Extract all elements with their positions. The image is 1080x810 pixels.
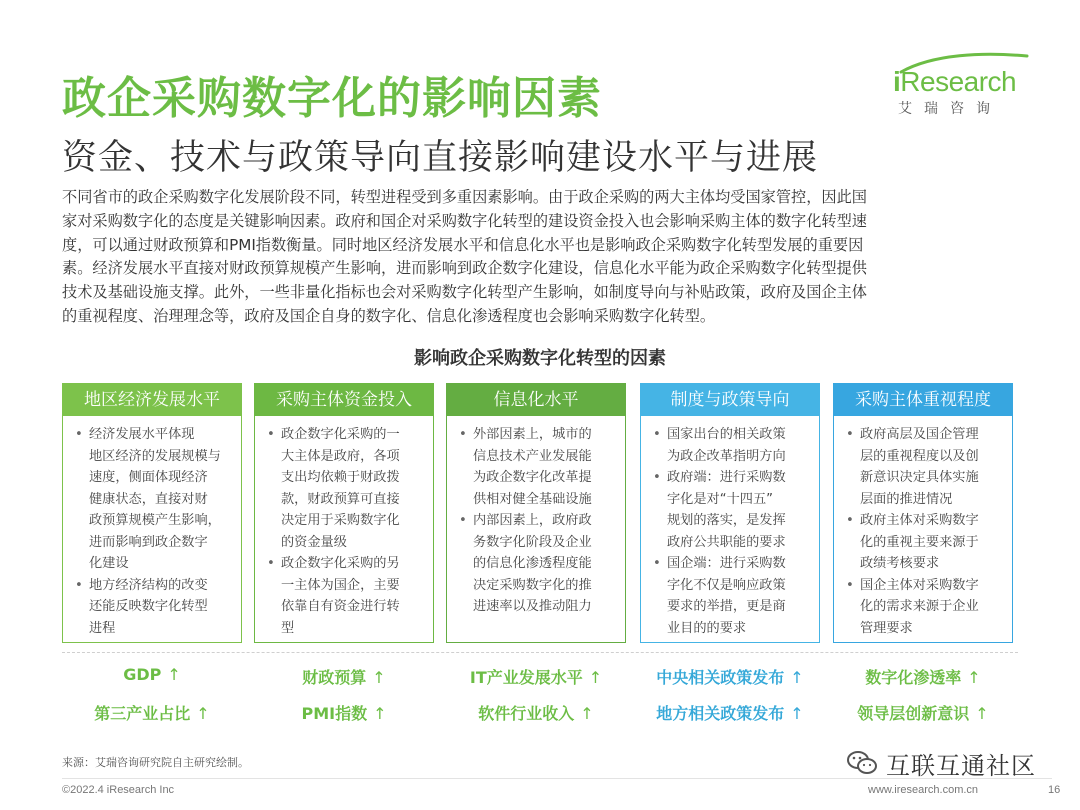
indicator-label: 数字化渗透率	[865, 668, 962, 687]
factor-bullet-line: 字化不仅是响应政策	[667, 577, 786, 593]
indicator-label: 地方相关政策发布	[656, 704, 785, 723]
intro-line: 家对采购数字化的态度是关键影响因素。政府和国企对采购数字化转型的建设资金投入也会影响采购主体的数字化转型速	[62, 211, 867, 230]
footer-url[interactable]: www.iresearch.com.cn	[868, 784, 979, 796]
factor-bullet-line: 政预算规模产生影响，	[89, 513, 221, 528]
factor-bullet-line: 层面的推进情况	[860, 491, 953, 507]
indicator-item	[62, 701, 242, 724]
factor-bullet	[842, 575, 1008, 640]
intro-paragraph	[62, 186, 1024, 329]
factor-bullet-line: • 政企数字化采购的一	[281, 427, 400, 442]
intro-line: 度，可以通过财政预算和PMI指数衡量。同时地区经济发展水平和信息化水平也是影响政企采购数字化转型发展的重要因	[62, 235, 864, 254]
factor-bullet-line: 进程	[89, 620, 116, 636]
page-subtitle: 资金、技术与政策导向直接影响建设水平与进展	[62, 138, 819, 178]
factor-bullet-line: 大主体是政府，各项	[281, 448, 400, 464]
figure-title: 影响政企采购数字化转型的因素	[414, 348, 666, 369]
factor-bullet	[842, 510, 1008, 575]
factor-bullet-line: • 地方经济结构的改变	[89, 577, 208, 593]
factor-bullet-list	[255, 416, 433, 639]
factor-card	[640, 383, 820, 643]
factor-bullet-line: 还能反映数字化转型	[89, 599, 208, 614]
factor-bullet-line: 款，财政预算可直接	[281, 491, 400, 507]
factor-bullet-line: • 政府主体对采购数字	[860, 513, 979, 528]
factor-bullet-line: • 国家出台的相关政策	[667, 427, 786, 442]
factor-card	[62, 383, 242, 643]
copyright: ©2022.4 iResearch Inc	[62, 784, 175, 796]
factor-bullet-line: 支出均依赖于财政拨	[281, 470, 400, 485]
factor-bullet-line: 的资金量级	[281, 534, 347, 550]
indicator-item	[640, 701, 820, 724]
factor-bullet-line: • 内部因素上，政府政	[473, 513, 592, 528]
factor-bullet-line: 政绩考核要求	[860, 556, 940, 571]
indicator-band	[62, 652, 1018, 740]
source-note: 来源：艾瑞咨询研究院自主研究绘制。	[62, 756, 249, 769]
factor-bullet-line: • 国企端：进行采购数	[667, 556, 786, 571]
arrow-up-icon: ↑	[588, 668, 603, 687]
factor-card-title: 制度与政策导向	[641, 384, 819, 416]
arrow-up-icon: ↑	[790, 704, 804, 723]
page-title: 政企采购数字化的影响因素	[62, 73, 602, 124]
factor-bullet-list	[63, 416, 241, 639]
arrow-up-icon: ↑	[196, 704, 210, 723]
factor-bullet-line: 依靠自有资金进行转	[281, 599, 400, 614]
factor-bullet-line: 健康状态，直接对财	[89, 491, 208, 507]
factor-bullet-line: 速度，侧面体现经济	[89, 470, 208, 485]
intro-line: 不同省市的政企采购数字化发展阶段不同，转型进程受到多重因素影响。由于政企采购的两大主体均受国家管控，因此国	[62, 188, 867, 206]
indicator-label: 软件行业收入	[478, 704, 575, 723]
factor-bullet-line: • 政府端：进行采购数	[667, 470, 786, 485]
indicator-item	[833, 701, 1013, 724]
indicator-item	[62, 665, 242, 684]
factor-bullet-list	[834, 416, 1012, 639]
factor-bullet-line: 规划的落实，是发挥	[667, 513, 786, 528]
factor-bullet-line: 字化是对“十四五”	[667, 491, 773, 507]
factor-bullet-line: 新意识决定具体实施	[860, 470, 979, 485]
indicator-label: GDP	[123, 665, 162, 684]
factor-bullet	[71, 575, 237, 640]
factor-bullet-line: 型	[281, 620, 295, 636]
factor-bullet-line: 地区经济的发展规模与	[89, 448, 221, 464]
factor-bullet-line: 化的需求来源于企业	[860, 599, 979, 614]
factor-bullet-line: 政府公共职能的要求	[667, 534, 786, 550]
arrow-up-icon: ↑	[373, 704, 387, 723]
indicator-label: 中央相关政策发布	[656, 668, 785, 687]
factor-bullet-line: 供相对健全基础设施	[473, 491, 592, 507]
factor-bullet	[455, 510, 621, 618]
factor-bullet-line: 一主体为国企，主要	[281, 577, 400, 593]
indicator-item	[640, 665, 820, 688]
factor-card	[833, 383, 1013, 643]
indicator-label: PMI指数	[301, 704, 368, 723]
factor-card	[254, 383, 434, 643]
watermark: 互联互通社区	[846, 746, 1036, 780]
factor-bullet-line: 化建设	[89, 556, 129, 571]
factor-card-title: 信息化水平	[447, 384, 625, 416]
indicator-item	[254, 665, 434, 688]
factor-bullet-line: 进而影响到政企数字	[89, 534, 208, 550]
factor-bullet	[263, 553, 429, 639]
factor-bullet	[649, 467, 815, 553]
indicator-label: 第三产业占比	[94, 704, 191, 723]
factor-bullet	[455, 424, 621, 510]
intro-line: 技术及基础设施支撑。此外，一些非量化指标也会对采购数字化转型产生影响，如制度导向与补贴政策，政府及国企主体	[62, 283, 867, 302]
wechat-icon	[846, 749, 878, 777]
factor-bullet-line: 层的重视程度以及创	[860, 448, 979, 464]
factor-card	[446, 383, 626, 643]
iresearch-logo: iResearch 艾瑞咨询	[893, 58, 1033, 123]
factor-bullet-line: • 政府高层及国企管理	[860, 427, 979, 442]
factor-bullet	[649, 424, 815, 467]
factor-bullet-line: 业目的的要求	[667, 620, 747, 636]
intro-line: 素。经济发展水平直接对财政预算规模产生影响，进而影响到政企数字化建设，信息化水平能为政企采购数字化转型提供	[62, 259, 867, 278]
factor-bullet-line: 务数字化阶段及企业	[473, 534, 592, 550]
indicator-label: IT产业发展水平	[469, 668, 583, 687]
arrow-up-icon: ↑	[975, 704, 989, 723]
indicator-item	[254, 701, 434, 724]
factor-bullet-line: 为政企改革指明方向	[667, 448, 786, 464]
factor-bullet-line: 为政企数字化改革提	[473, 470, 592, 485]
factor-bullet-line: • 政企数字化采购的另	[281, 556, 400, 571]
factor-bullet-list	[447, 416, 625, 618]
factor-bullet	[71, 424, 237, 575]
arrow-up-icon: ↑	[967, 668, 981, 687]
page-number: 16	[1048, 784, 1061, 796]
factor-bullet-line: 进速率以及推动阻力	[473, 599, 592, 614]
arrow-up-icon: ↑	[372, 668, 386, 687]
indicator-label: 领导层创新意识	[857, 704, 970, 723]
factor-bullet-line: 的信息化渗透程度能	[473, 556, 592, 571]
factor-bullet-line: 管理要求	[860, 620, 913, 636]
factor-card-title: 采购主体重视程度	[834, 384, 1012, 416]
arrow-up-icon: ↑	[580, 704, 594, 723]
indicator-label: 财政预算	[302, 668, 367, 687]
arrow-up-icon: ↑	[790, 668, 804, 687]
intro-line: 的重视程度、治理理念等，政府及国企自身的数字化、信息化渗透程度也会影响采购数字化转型。	[62, 306, 716, 325]
factor-card-title: 地区经济发展水平	[63, 384, 241, 416]
factor-bullet-line: • 经济发展水平体现	[89, 427, 195, 442]
indicator-item	[446, 665, 626, 688]
factor-bullet	[842, 424, 1008, 510]
factor-bullet-line: 化的重视主要来源于	[860, 534, 979, 550]
factor-bullet	[263, 424, 429, 553]
arrow-up-icon: ↑	[167, 665, 181, 684]
factor-bullet	[649, 553, 815, 639]
factor-bullet-list	[641, 416, 819, 639]
indicator-item	[446, 701, 626, 724]
factor-card-title: 采购主体资金投入	[255, 384, 433, 416]
factor-bullet-line: 决定采购数字化的推	[473, 577, 592, 593]
factor-bullet-line: 决定用于采购数字化	[281, 513, 400, 528]
factor-bullet-line: 要求的举措，更是商	[667, 599, 786, 614]
indicator-item	[833, 665, 1013, 688]
factor-bullet-line: • 国企主体对采购数字	[860, 577, 979, 593]
factor-bullet-line: 信息技术产业发展能	[473, 448, 592, 464]
factor-bullet-line: • 外部因素上，城市的	[473, 427, 592, 442]
